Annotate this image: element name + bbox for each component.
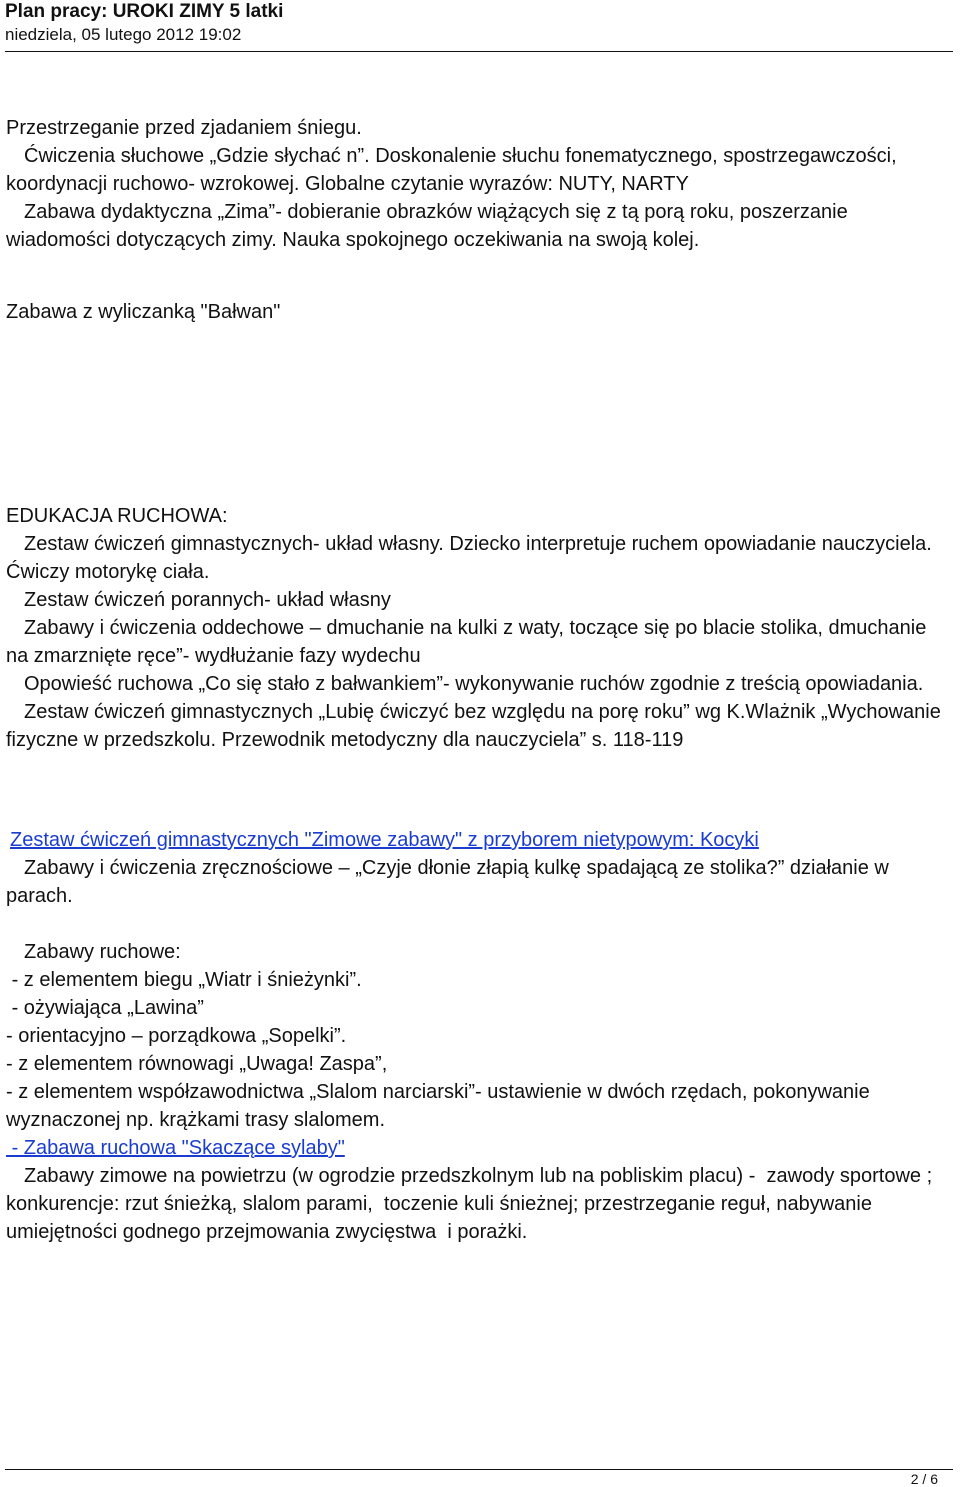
page-number: 2 / 6 (910, 1471, 938, 1487)
exercise-set-link-paragraph (6, 826, 954, 854)
list-item-text: Zabawy i ćwiczenia oddechowe – dmuchanie na kulki z waty, toczące się po blacie stolika, dmuchanie na zmarznięte ręce”- wydłużanie fazy wydechu (6, 617, 927, 667)
list-item (6, 614, 954, 670)
list-item-text: Zestaw ćwiczeń porannych- układ własny (24, 589, 391, 611)
header-divider (5, 51, 953, 52)
syllables-game-link[interactable]: - Zabawa ruchowa "Skaczące sylaby" (6, 1137, 345, 1159)
list-item (6, 938, 954, 966)
section-heading: EDUKACJA RUCHOWA: (6, 505, 228, 527)
document-body (6, 114, 954, 1246)
movement-game-item: - ożywiająca „Lawina” (6, 997, 204, 1019)
paragraph-snow-warning: Przestrzeganie przed zjadaniem śniegu. (6, 117, 362, 139)
footer-divider (5, 1469, 953, 1470)
movement-game-item: - orientacyjno – porządkowa „Sopelki”. (6, 1025, 347, 1047)
list-item (6, 142, 954, 198)
list-item-text: Zestaw ćwiczeń gimnastycznych „Lubię ćwiczyć bez względu na porę roku” wg K.Wlażnik „Wychowanie fizyczne w przedszkolu. Przewodnik metodyczny dla nauczyciela” s. 118-119 (6, 701, 941, 751)
spacer (6, 754, 954, 826)
list-item-text: Zabawy ruchowe: (24, 941, 181, 963)
list-item-text: Zabawy i ćwiczenia zręcznościowe – „Czyje dłonie złapią kulkę spadającą ze stolika?” działanie w parach. (6, 857, 889, 907)
list-item-text: Opowieść ruchowa „Co się stało z bałwankiem”- wykonywanie ruchów zgodnie z treścią opowiadania. (24, 673, 924, 695)
document-title: Plan pracy: UROKI ZIMY 5 latki (5, 1, 284, 22)
spacer (6, 326, 954, 502)
list-item (6, 1162, 954, 1246)
list-item (6, 698, 954, 754)
syllables-link-paragraph (6, 1134, 954, 1162)
counting-rhyme-title: Zabawa z wyliczanką "Bałwan" (6, 301, 281, 323)
movement-game-item: - z elementem biegu „Wiatr i śnieżynki”. (6, 969, 362, 991)
list-item (6, 586, 954, 614)
list-item (6, 198, 954, 254)
spacer (6, 910, 954, 938)
exercise-set-link[interactable]: Zestaw ćwiczeń gimnastycznych "Zimowe zabawy" z przyborem nietypowym: Kocyki (10, 829, 759, 851)
list-item (6, 670, 954, 698)
movement-game-item: - z elementem równowagi „Uwaga! Zaspa”, (6, 1053, 388, 1075)
list-item-text: Zabawy zimowe na powietrzu (w ogrodzie przedszkolnym lub na pobliskim placu) - zawody sportowe ; konkurencje: rzut śnieżką, slalom parami, toczenie kuli śnieżnej; przestrzeganie reguł, nabywanie umiejętności godnego przejmowania zwycięstwa i porażki. (6, 1165, 938, 1243)
movement-game-item: - z elementem współzawodnictwa „Slalom narciarski”- ustawienie w dwóch rzędach, pokonywanie wyznaczonej np. krążkami trasy slalomem. (6, 1081, 870, 1131)
list-item (6, 530, 954, 586)
list-item-text: Zestaw ćwiczeń gimnastycznych- układ własny. Dziecko interpretuje ruchem opowiadanie nauczyciela. Ćwiczy motorykę ciała. (6, 533, 932, 583)
spacer (6, 254, 954, 298)
list-item (6, 854, 954, 910)
document-date: niedziela, 05 lutego 2012 19:02 (5, 25, 242, 44)
list-item-text: Zabawa dydaktyczna „Zima”- dobieranie obrazków wiążących się z tą porą roku, poszerzanie wiadomości dotyczących zimy. Nauka spokojnego oczekiwania na swoją kolej. (6, 201, 848, 251)
page-header (5, 0, 955, 46)
list-item-text: Ćwiczenia słuchowe „Gdzie słychać n”. Doskonalenie słuchu fonematycznego, spostrzegawczości, koordynacji ruchowo- wzrokowej. Globalne czytanie wyrazów: NUTY, NARTY (6, 145, 897, 195)
